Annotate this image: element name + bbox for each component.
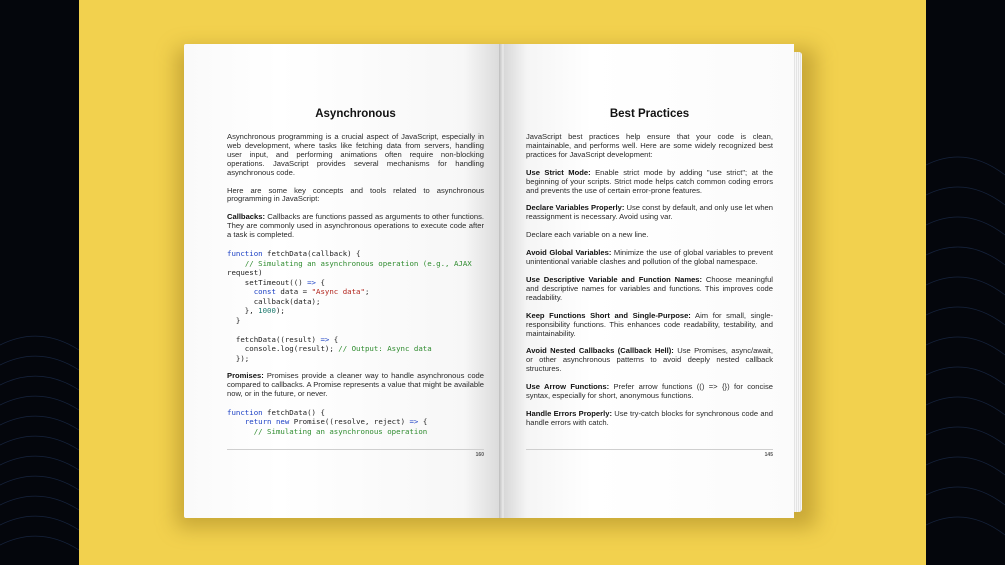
practice-item	[526, 312, 773, 339]
dark-side-panel-left	[0, 0, 79, 565]
code-line: return new Promise((resolve, reject) => {	[244, 417, 428, 427]
page-title: Best Practices	[609, 108, 690, 120]
practice-text: Declare each variable on a new line.	[526, 230, 649, 240]
promises-term: Promises:	[227, 371, 264, 381]
code-line: function fetchData() {	[227, 407, 325, 417]
code-line: console.log(result); // Output: Async data	[227, 344, 432, 354]
code-line: }	[227, 315, 241, 325]
code-line: }, 1000);	[227, 306, 285, 316]
practice-text: Enable strict mode by adding "use strict"; at the beginning of your scripts. Strict mode helps catch common coding errors and prevents the use of certain error-prone features.	[526, 167, 773, 195]
practice-item	[526, 169, 773, 196]
promise-code-block	[227, 408, 484, 437]
promises-text: Promises provide a cleaner way to handle asynchronous code compared to callbacks. A Promise represents a value that might be available now, or in the future, or never.	[227, 371, 484, 398]
page-title: Asynchronous	[315, 108, 396, 120]
intro-paragraph: JavaScript best practices help ensure that your code is clean, maintainable, and performs well. Here are some widely recognized best practices for JavaScript development:	[526, 132, 773, 159]
dark-side-panel-right	[926, 0, 1005, 565]
practice-term: Use Arrow Functions:	[526, 382, 610, 392]
code-line: request)	[227, 268, 263, 278]
practice-item	[526, 204, 773, 222]
code-line: function fetchData(callback) {	[227, 249, 361, 259]
code-line: const data = "Async data";	[253, 287, 370, 297]
promises-paragraph	[227, 372, 484, 399]
practice-term: Use Descriptive Variable and Function Names:	[526, 274, 703, 284]
practice-term: Avoid Global Variables:	[526, 248, 612, 258]
code-line: // Simulating an asynchronous operation	[253, 426, 428, 436]
code-line	[227, 325, 484, 335]
code-line: fetchData((result) => {	[227, 334, 339, 344]
code-line: });	[227, 353, 250, 363]
footer-divider	[526, 449, 773, 450]
page-number: 160	[475, 452, 484, 458]
page-edges	[794, 52, 802, 512]
right-page	[504, 44, 794, 518]
practice-item	[526, 276, 773, 303]
practice-item	[526, 231, 773, 240]
practice-text: Use const by default, and only use let when reassignment is necessary. Avoid using var.	[526, 203, 774, 222]
practice-item	[526, 383, 773, 401]
concepts-paragraph: Here are some key concepts and tools related to asynchronous programming in JavaScript:	[227, 185, 484, 204]
practice-text: Minimize the use of global variables to prevent unintentional variable clashes and pollution of the global namespace.	[526, 248, 773, 267]
page-number: 145	[764, 452, 773, 458]
practice-text: Use Promises, async/await, or other asynchronous patterns to avoid deeply nested callback structures.	[526, 346, 774, 374]
wave-pattern-left	[0, 305, 79, 565]
practice-item	[526, 347, 773, 374]
practice-item	[526, 410, 773, 428]
practice-term: Handle Errors Properly:	[526, 408, 612, 418]
callback-code-block	[227, 249, 484, 363]
callbacks-paragraph	[227, 213, 484, 240]
code-line: callback(data);	[227, 296, 321, 306]
code-line: setTimeout(() => {	[227, 277, 325, 287]
footer-divider	[227, 449, 484, 450]
left-page	[184, 44, 502, 518]
best-practices-list	[526, 169, 773, 428]
practice-term: Avoid Nested Callbacks (Callback Hell):	[526, 346, 674, 356]
practice-term: Keep Functions Short and Single-Purpose:	[526, 310, 691, 320]
practice-text: Choose meaningful and descriptive names for variables and functions. This improves code readability.	[526, 274, 773, 302]
wave-pattern-right	[926, 105, 1005, 565]
practice-term: Declare Variables Properly:	[526, 203, 625, 213]
practice-text: Aim for small, single-responsibility functions. This enhances code readability, testability, and maintainability.	[526, 310, 773, 338]
code-line: // Simulating an asynchronous operation (e.g., AJAX	[244, 258, 472, 268]
practice-text: Use try-catch blocks for synchronous code and handle errors with catch.	[526, 408, 774, 427]
callbacks-term: Callbacks:	[227, 212, 265, 222]
practice-term: Use Strict Mode:	[526, 167, 591, 177]
practice-text: Prefer arrow functions (() => {}) for concise syntax, especially for short, anonymous functions.	[526, 382, 773, 401]
intro-paragraph: Asynchronous programming is a crucial aspect of JavaScript, especially in web development, where tasks like fetching data from servers, handling user input, and performing animations often require non-blocking operations. JavaScript provides several mechanisms for handling asynchronous code.	[227, 132, 484, 177]
practice-item	[526, 249, 773, 267]
callbacks-text: Callbacks are functions passed as arguments to other functions. They are commonly used in asynchronous operations to execute code after a task is completed.	[227, 212, 484, 240]
